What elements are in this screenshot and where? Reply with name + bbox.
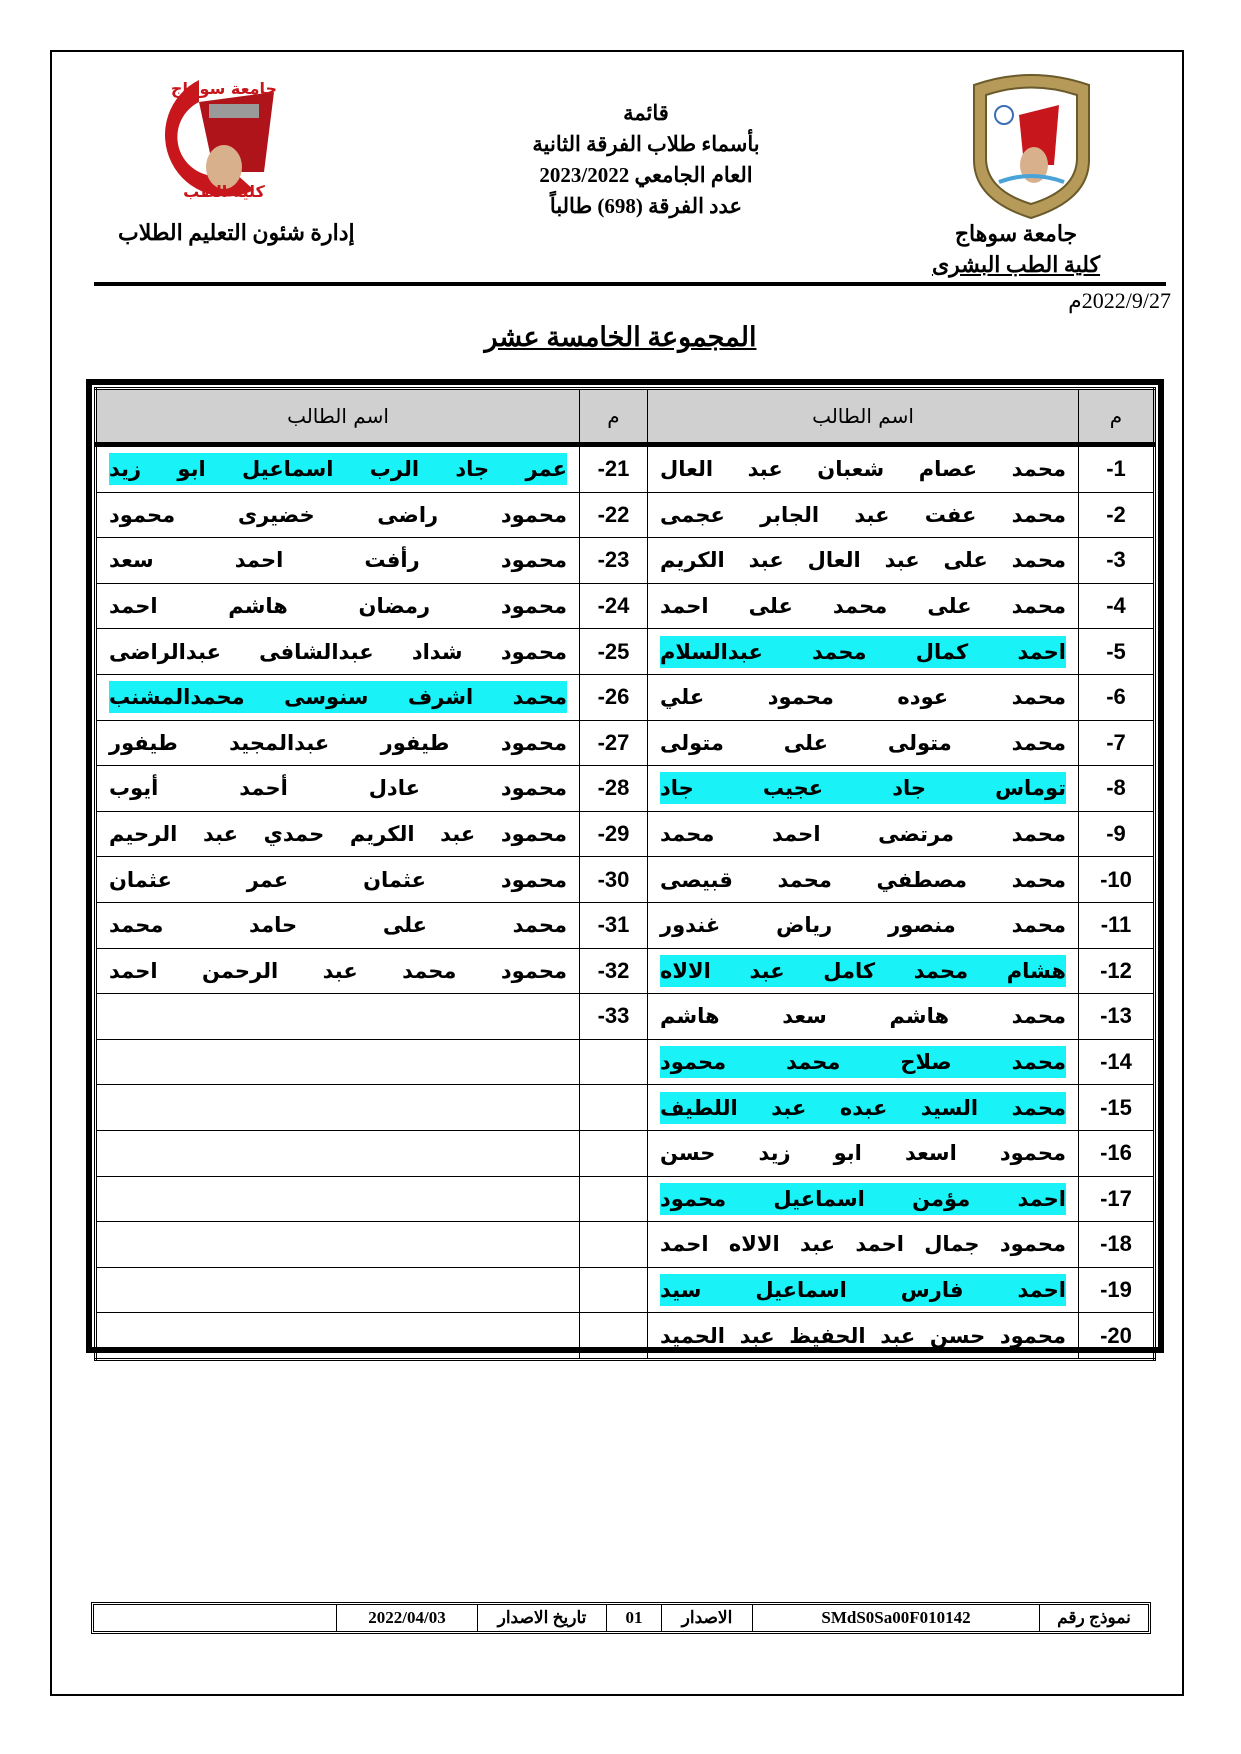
student-name-highlighted: احمد مؤمن اسماعيل محمود xyxy=(660,1183,1066,1215)
student-name-cell xyxy=(648,994,1079,1040)
student-name-cell xyxy=(96,766,580,812)
student-name-cell xyxy=(96,857,580,903)
student-name-cell xyxy=(96,994,580,1040)
table-row xyxy=(96,948,1155,994)
student-number: -8 xyxy=(1079,766,1155,812)
form-number-value: SMdS0Sa00F010142 xyxy=(752,1605,1039,1631)
student-name-cell xyxy=(96,902,580,948)
version-value: 01 xyxy=(606,1605,661,1631)
student-name-cell xyxy=(648,538,1079,584)
student-name: محمد عفت عبد الجابر عجمى xyxy=(660,502,1066,527)
student-number: -2 xyxy=(1079,492,1155,538)
student-name-highlighted: عمر جاد الرب اسماعيل ابو زيد xyxy=(109,453,567,485)
header-title-block xyxy=(446,98,846,222)
student-name: محمود شداد عبدالشافى عبدالراضى xyxy=(109,639,567,664)
student-name: محمود حسن عبد الحفيظ عبد الحميد xyxy=(660,1323,1066,1348)
student-number xyxy=(580,1130,648,1176)
table-row xyxy=(96,1313,1155,1360)
student-name-cell xyxy=(648,1085,1079,1131)
student-number: -3 xyxy=(1079,538,1155,584)
class-count: عدد الفرقة (698) طالباً xyxy=(549,194,743,218)
header-divider xyxy=(94,282,1166,286)
student-name: محمود عبد الكريم حمدي عبد الرحيم xyxy=(109,822,567,847)
student-number: -12 xyxy=(1079,948,1155,994)
student-name-highlighted: محمد السيد عبده عبد اللطيف xyxy=(660,1092,1066,1124)
student-name-cell xyxy=(648,948,1079,994)
student-name-cell xyxy=(96,720,580,766)
student-name-cell xyxy=(96,1176,580,1222)
student-name: محمود محمد عبد الرحمن احمد xyxy=(109,958,567,983)
student-name: محمد عصام شعبان عبد العال xyxy=(660,457,1066,482)
academic-year: العام الجامعي 2023/2022 xyxy=(539,163,753,187)
col-header-num: م xyxy=(580,389,648,445)
student-name: محمود عثمان عمر عثمان xyxy=(109,867,567,892)
university-block xyxy=(931,218,1101,280)
table-row xyxy=(96,1085,1155,1131)
student-number xyxy=(580,1222,648,1268)
table-row xyxy=(96,583,1155,629)
student-number: -4 xyxy=(1079,583,1155,629)
student-name-cell xyxy=(96,948,580,994)
col-header-num: م xyxy=(1079,389,1155,445)
student-name-cell xyxy=(96,445,580,493)
student-number: -11 xyxy=(1079,902,1155,948)
svg-text:كلية الطب: كلية الطب xyxy=(183,182,265,201)
department-name: إدارة شئون التعليم الطلاب xyxy=(118,220,355,245)
footer-blank xyxy=(94,1605,336,1631)
student-number: -17 xyxy=(1079,1176,1155,1222)
student-name-cell xyxy=(96,811,580,857)
student-name-cell xyxy=(648,720,1079,766)
student-name-cell xyxy=(648,1267,1079,1313)
table-row xyxy=(96,1176,1155,1222)
version-label: الاصدار xyxy=(661,1605,752,1631)
student-name-highlighted: محمد صلاح محمد محمود xyxy=(660,1046,1066,1078)
table-row xyxy=(96,994,1155,1040)
form-footer xyxy=(91,1602,1151,1634)
table-row xyxy=(96,1267,1155,1313)
student-name: محمد على محمد على احمد xyxy=(660,594,1066,619)
student-name-cell xyxy=(96,1039,580,1085)
student-number: -33 xyxy=(580,994,648,1040)
student-name-highlighted: محمد اشرف سنوسى محمدالمشنب xyxy=(109,681,567,713)
faculty-name: كلية الطب البشرى xyxy=(931,252,1101,277)
student-name: محمود راضى خضيرى محمود xyxy=(109,502,567,527)
student-name-highlighted: احمد كمال محمد عبدالسلام xyxy=(660,636,1066,668)
student-number: -30 xyxy=(580,857,648,903)
student-number: -9 xyxy=(1079,811,1155,857)
form-number-label: نموذج رقم xyxy=(1039,1605,1148,1631)
student-number xyxy=(580,1039,648,1085)
student-number: -25 xyxy=(580,629,648,675)
student-name: محمد هاشم سعد هاشم xyxy=(660,1004,1066,1029)
table-row xyxy=(96,902,1155,948)
student-number: -20 xyxy=(1079,1313,1155,1360)
student-name-cell xyxy=(648,674,1079,720)
student-number: -16 xyxy=(1079,1130,1155,1176)
table-row xyxy=(96,538,1155,584)
student-name-cell xyxy=(96,583,580,629)
table-row xyxy=(96,674,1155,720)
student-number xyxy=(580,1267,648,1313)
table-row xyxy=(96,811,1155,857)
student-name-highlighted: احمد فارس اسماعيل سيد xyxy=(660,1274,1066,1306)
student-number: -15 xyxy=(1079,1085,1155,1131)
student-number: -31 xyxy=(580,902,648,948)
issue-date-label: تاريخ الاصدار xyxy=(477,1605,606,1631)
students-table-frame xyxy=(86,379,1164,1353)
university-name: جامعة سوهاج xyxy=(954,221,1078,246)
student-number: -5 xyxy=(1079,629,1155,675)
student-name: محمد متولى على متولى xyxy=(660,730,1066,755)
student-name: محمد منصور رياض غندور xyxy=(660,913,1066,938)
table-row xyxy=(96,492,1155,538)
student-number: -18 xyxy=(1079,1222,1155,1268)
student-number: -6 xyxy=(1079,674,1155,720)
student-number xyxy=(580,1085,648,1131)
student-name-cell xyxy=(648,1130,1079,1176)
student-name: محمد مصطفي محمد قبيصى xyxy=(660,867,1066,892)
student-number xyxy=(580,1313,648,1360)
student-number: -21 xyxy=(580,445,648,493)
table-header-row xyxy=(96,389,1155,445)
student-number: -19 xyxy=(1079,1267,1155,1313)
table-row xyxy=(96,1039,1155,1085)
student-name: محمود طيفور عبدالمجيد طيفور xyxy=(109,730,567,755)
student-number: -10 xyxy=(1079,857,1155,903)
student-name-cell xyxy=(648,1313,1079,1360)
svg-text:جامعة سوهاج: جامعة سوهاج xyxy=(170,79,278,98)
student-name-cell xyxy=(648,766,1079,812)
col-header-name: اسم الطالب xyxy=(648,389,1079,445)
student-number: -13 xyxy=(1079,994,1155,1040)
table-row xyxy=(96,857,1155,903)
student-number: -23 xyxy=(580,538,648,584)
student-name: محمد على عبد العال عبد الكريم xyxy=(660,548,1066,573)
student-number: -32 xyxy=(580,948,648,994)
student-name: محمود اسعد ابو زيد حسن xyxy=(660,1141,1066,1166)
issue-date-value: 2022/04/03 xyxy=(336,1605,477,1631)
document-date: 2022/9/27م xyxy=(1068,288,1171,313)
student-name: محمود عادل أحمد أيوب xyxy=(109,776,567,801)
student-name: محمود رمضان هاشم احمد xyxy=(109,594,567,619)
sohag-university-seal xyxy=(964,70,1099,220)
student-number: -22 xyxy=(580,492,648,538)
student-name: محمود جمال احمد عبد الالاه احمد xyxy=(660,1232,1066,1257)
student-name-cell xyxy=(96,674,580,720)
student-name-cell xyxy=(96,1267,580,1313)
student-number: -29 xyxy=(580,811,648,857)
student-name-cell xyxy=(96,1130,580,1176)
faculty-of-medicine-logo xyxy=(104,72,304,202)
student-number: -27 xyxy=(580,720,648,766)
student-name-cell xyxy=(96,1222,580,1268)
student-name: محمد مرتضى احمد محمد xyxy=(660,822,1066,847)
group-title: المجموعة الخامسة عشر xyxy=(484,322,757,352)
student-name-cell xyxy=(648,857,1079,903)
table-row xyxy=(96,445,1155,493)
student-number: -24 xyxy=(580,583,648,629)
list-subtitle: بأسماء طلاب الفرقة الثانية xyxy=(532,132,760,156)
student-number: -28 xyxy=(580,766,648,812)
student-name-cell xyxy=(96,1313,580,1360)
table-row xyxy=(96,720,1155,766)
student-name-cell xyxy=(648,583,1079,629)
student-name-highlighted: توماس جاد عجيب جاد xyxy=(660,772,1066,804)
student-name-cell xyxy=(648,629,1079,675)
student-name-cell xyxy=(648,811,1079,857)
student-name-cell xyxy=(648,492,1079,538)
table-row xyxy=(96,766,1155,812)
table-row xyxy=(96,629,1155,675)
student-name-cell xyxy=(648,1039,1079,1085)
table-row xyxy=(96,1222,1155,1268)
student-name-cell xyxy=(648,1222,1079,1268)
student-name-highlighted: هشام محمد كامل عبد الالاه xyxy=(660,955,1066,987)
student-name-cell xyxy=(96,1085,580,1131)
student-name-cell xyxy=(96,629,580,675)
student-number: -7 xyxy=(1079,720,1155,766)
student-number: -1 xyxy=(1079,445,1155,493)
student-name: محمد عوده محمود علي xyxy=(660,685,1066,710)
student-name-cell xyxy=(648,902,1079,948)
students-table xyxy=(94,387,1156,1361)
student-number: -26 xyxy=(580,674,648,720)
student-name-cell xyxy=(648,1176,1079,1222)
student-name-cell xyxy=(648,445,1079,493)
table-row xyxy=(96,1130,1155,1176)
student-name: محمد على حامد محمد xyxy=(109,913,567,938)
list-title: قائمة xyxy=(623,101,669,125)
student-number: -14 xyxy=(1079,1039,1155,1085)
student-name: محمود رأفت احمد سعد xyxy=(109,548,567,573)
student-number xyxy=(580,1176,648,1222)
student-name-cell xyxy=(96,492,580,538)
col-header-name: اسم الطالب xyxy=(96,389,580,445)
student-name-cell xyxy=(96,538,580,584)
